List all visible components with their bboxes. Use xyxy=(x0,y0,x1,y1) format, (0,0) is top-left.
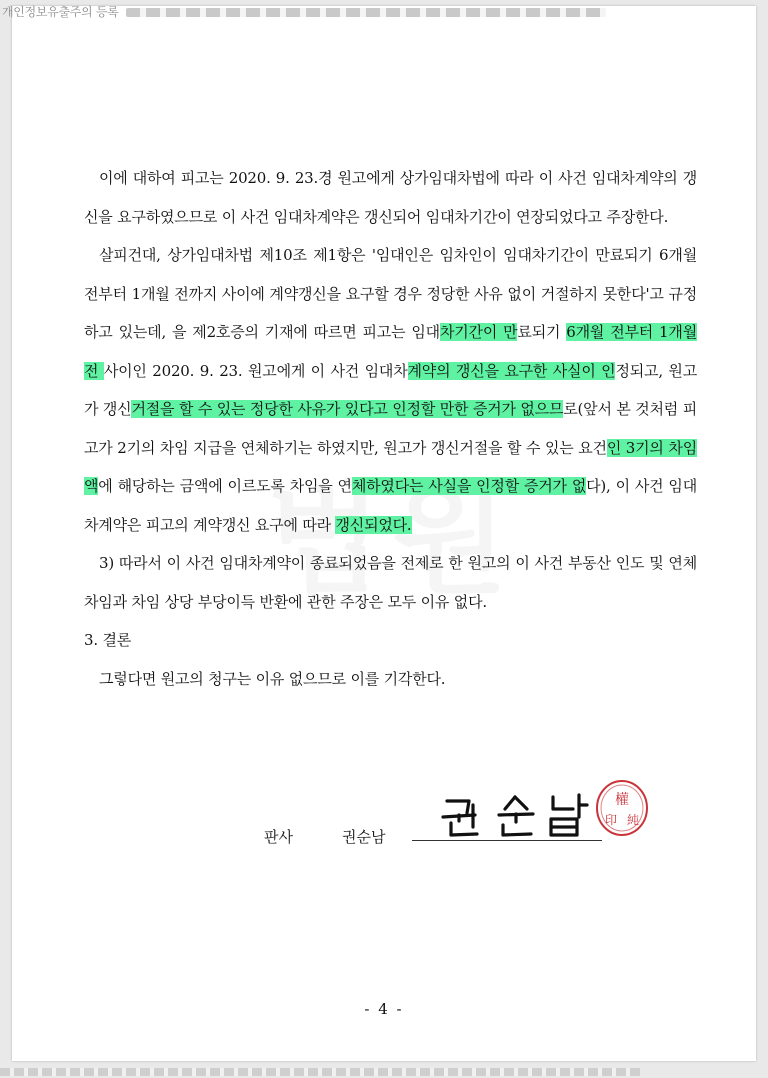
judge-seal-icon xyxy=(594,778,650,838)
paragraph-text: 이에 대하여 피고는 2020. 9. 23.경 원고에게 상가임대차법에 따라 이 사건 임대차계약의 갱신을 요구하였으므로 이 사건 임대차계약은 갱신되어 임대차기간이 연장되었다고 주장한다. xyxy=(84,169,697,226)
seal-text-left: 印 xyxy=(604,813,618,827)
seal-text-right: 純 xyxy=(626,813,640,827)
paragraph-text: 사이인 2020. 9. 23. 원고에게 이 사건 임대차 xyxy=(103,361,408,380)
page-number: - 4 - xyxy=(364,1000,404,1018)
highlighted-text: 인 3기의 차임액 xyxy=(84,438,697,495)
highlighted-text: 체하였다는 사실을 인정할 증거가 없 xyxy=(351,477,587,495)
paragraph-text: 그렇다면 원고의 청구는 이유 없으므로 이를 기각한다. xyxy=(99,669,446,688)
paragraph-ruling xyxy=(84,660,697,699)
section-heading: 3. 결론 xyxy=(84,631,132,649)
judge-role: 판사 xyxy=(264,828,293,846)
highlighted-text: 차기간이 만 xyxy=(439,323,518,341)
paragraph-text: 에 해당하는 금액에 이르도록 차임을 연 xyxy=(98,477,352,495)
judgment-body xyxy=(84,159,697,698)
header-watermark xyxy=(0,0,768,24)
footer-watermark xyxy=(0,1066,768,1078)
highlighted-text: 거절을 할 수 있는 정당한 사유가 있다고 인정할 만한 증거가 없으므 xyxy=(131,400,564,418)
paragraph-defendant-claim xyxy=(84,159,697,236)
highlighted-text: 갱신되었다. xyxy=(335,515,412,534)
signature-block xyxy=(12,786,756,866)
highlighted-text: 계약의 갱신을 요구한 사실이 인 xyxy=(407,361,616,380)
header-watermark-text: 개인정보유출주의 등록 xyxy=(2,5,119,19)
paragraph-text: 3) 따라서 이 사건 임대차계약이 종료되었음을 전제로 한 원고의 이 사건 부동산 인도 및 연체 차임과 차임 상당 부당이득 반환에 관한 주장은 모두 이유 없다. xyxy=(84,554,697,611)
redacted-text-bar xyxy=(126,8,606,17)
paragraph-text: 정되고, 원고가 갱신 xyxy=(84,361,698,418)
paragraph-text: 다), 이 사건 임대차계약은 피고의 계약갱신 요구에 따라 xyxy=(84,477,698,534)
paragraph-text: 살피건대, 상가임대차법 제10조 제1항은 '임대인은 임차인이 임대차기간이 만료되기 6개월 전부터 1개월 전까지 사이에 계약갱신을 요구할 경우 정당한 사유 없이 거절하지 못한다'고 규정하고 있는데, 을 제2호증의 기재에 따르면 피고는 임대 xyxy=(84,246,697,341)
paragraph-text: 로(앞서 본 것처럼 피고가 2기의 차임 지급을 연체하기는 하였지만, 원고가 갱신거절을 할 수 있는 요건 xyxy=(84,400,697,457)
handwritten-signature xyxy=(437,791,597,841)
paragraph-analysis xyxy=(84,236,697,544)
paragraph-conclusion-3 xyxy=(84,544,697,621)
paragraph-text: 료되기 xyxy=(517,323,567,341)
highlighted-text: 6개월 전부터 1개월 전 xyxy=(84,323,697,380)
seal-text-top: 權 xyxy=(615,792,629,808)
document-page xyxy=(12,6,756,1061)
judge-name: 권순남 xyxy=(342,828,386,846)
